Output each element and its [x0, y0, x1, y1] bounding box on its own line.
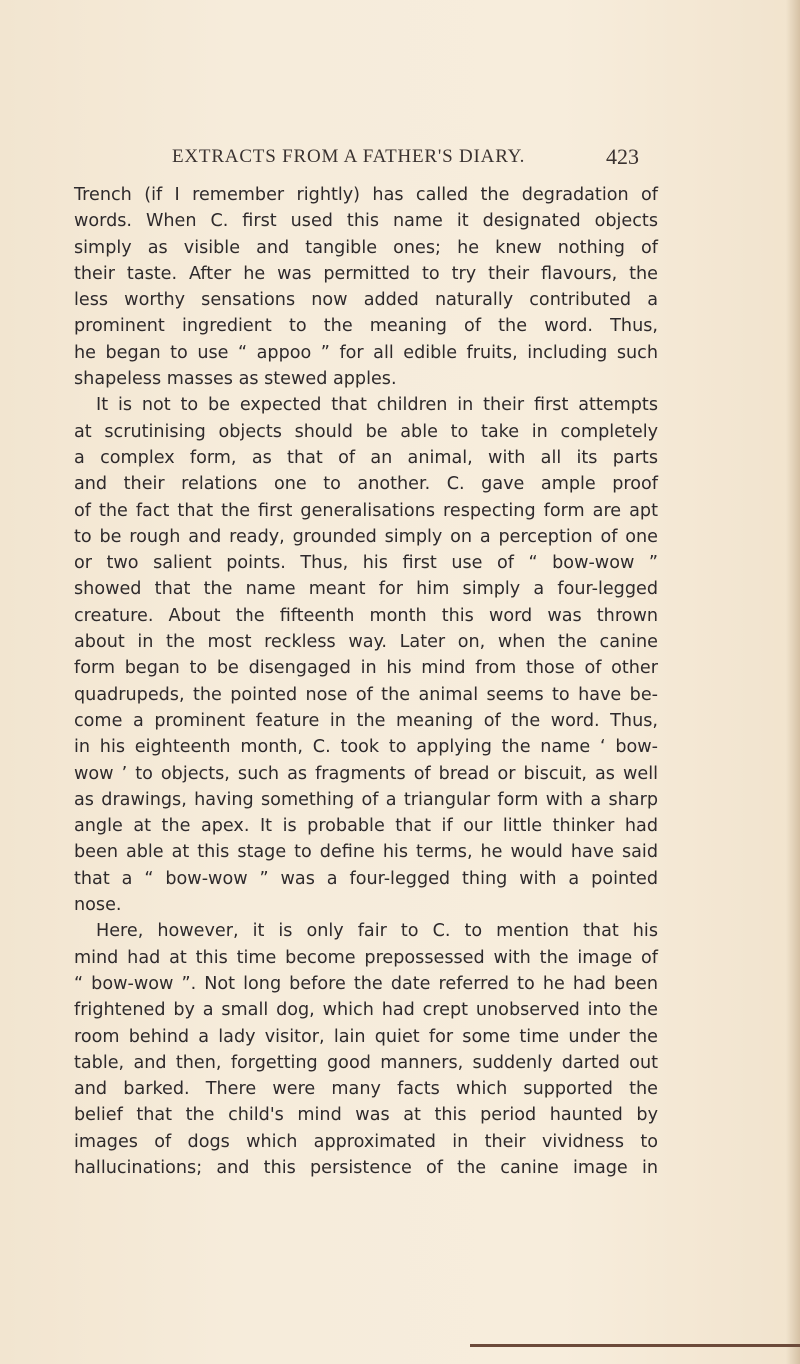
text-line: mind had at this time become prepossessed with the image of: [74, 947, 658, 968]
text-line: their taste. After he was permitted to try their flavours, the: [74, 263, 658, 284]
text-line: a complex form, as that of an animal, with all its parts: [74, 447, 658, 468]
text-line: at scrutinising objects should be able to take in completely: [74, 421, 658, 442]
text-line: table, and then, forgetting good manners, suddenly darted out: [74, 1052, 658, 1073]
text-line: images of dogs which approximated in their vividness to: [74, 1131, 658, 1152]
page-number: 423: [606, 144, 639, 169]
text-line: to be rough and ready, grounded simply on a perception of one: [74, 526, 658, 547]
text-line: and barked. There were many facts which supported the: [74, 1079, 658, 1100]
text-line: that a “ bow-wow ” was a four-legged thing with a pointed: [74, 868, 658, 889]
text-line: been able at this stage to define his terms, he would have said: [74, 842, 658, 863]
text-line: hallucinations; and this persistence of the canine image in: [74, 1157, 658, 1178]
text-line: in his eighteenth month, C. took to applying the name ‘ bow-: [74, 737, 658, 758]
text-line: It is not to be expected that children in their first attempts: [96, 395, 658, 416]
text-line: Trench (if I remember rightly) has called the degradation of: [74, 185, 658, 205]
text-line: and their relations one to another. C. gave ample proof: [74, 474, 658, 495]
text-line: words. When C. first used this name it designated objects: [74, 211, 658, 232]
text-line: less worthy sensations now added naturally contributed a: [74, 290, 658, 311]
text-line: “ bow-wow ”. Not long before the date referred to he had been: [74, 973, 658, 994]
running-head: EXTRACTS FROM A FATHER'S DIARY.: [172, 146, 526, 167]
text-line: form began to be disengaged in his mind from those of other: [74, 658, 658, 679]
text-line: room behind a lady visitor, lain quiet for some time under the: [74, 1026, 658, 1047]
paragraph-3: [74, 918, 658, 1181]
text-line: creature. About the fifteenth month this word was thrown: [74, 605, 658, 626]
text-line: as drawings, having something of a triangular form with a sharp: [74, 789, 658, 810]
text-line: prominent ingredient to the meaning of the word. Thus,: [74, 316, 658, 337]
text-line: he began to use “ appoo ” for all edible fruits, including such: [74, 342, 658, 363]
text-line: or two salient points. Thus, his first use of “ bow-wow ”: [74, 553, 658, 574]
text-line: nose.: [74, 895, 122, 916]
text-line: showed that the name meant for him simply a four-legged: [74, 579, 658, 600]
page-header: [70, 138, 682, 178]
body-text: [74, 182, 658, 1181]
text-line: frightened by a small dog, which had crept unobserved into the: [74, 1000, 658, 1021]
paragraph-1: [74, 182, 658, 392]
text-line: Here, however, it is only fair to C. to mention that his: [96, 921, 658, 942]
page-edge-shadow: [786, 0, 800, 1364]
text-line: belief that the child's mind was at this period haunted by: [74, 1105, 658, 1126]
text-line: simply as visible and tangible ones; he knew nothing of: [74, 237, 658, 258]
text-line: shapeless masses as stewed apples.: [74, 369, 397, 390]
bottom-edge-rule: [470, 1344, 800, 1347]
paragraph-2: [74, 392, 658, 918]
text-line: come a prominent feature in the meaning of the word. Thus,: [74, 710, 658, 731]
text-line: quadrupeds, the pointed nose of the animal seems to have be-: [74, 684, 658, 705]
text-line: of the fact that the first generalisations respecting form are apt: [74, 500, 658, 521]
text-line: wow ’ to objects, such as fragments of bread or biscuit, as well: [74, 763, 658, 784]
text-line: angle at the apex. It is probable that if our little thinker had: [74, 816, 658, 837]
text-line: about in the most reckless way. Later on, when the canine: [74, 632, 658, 653]
